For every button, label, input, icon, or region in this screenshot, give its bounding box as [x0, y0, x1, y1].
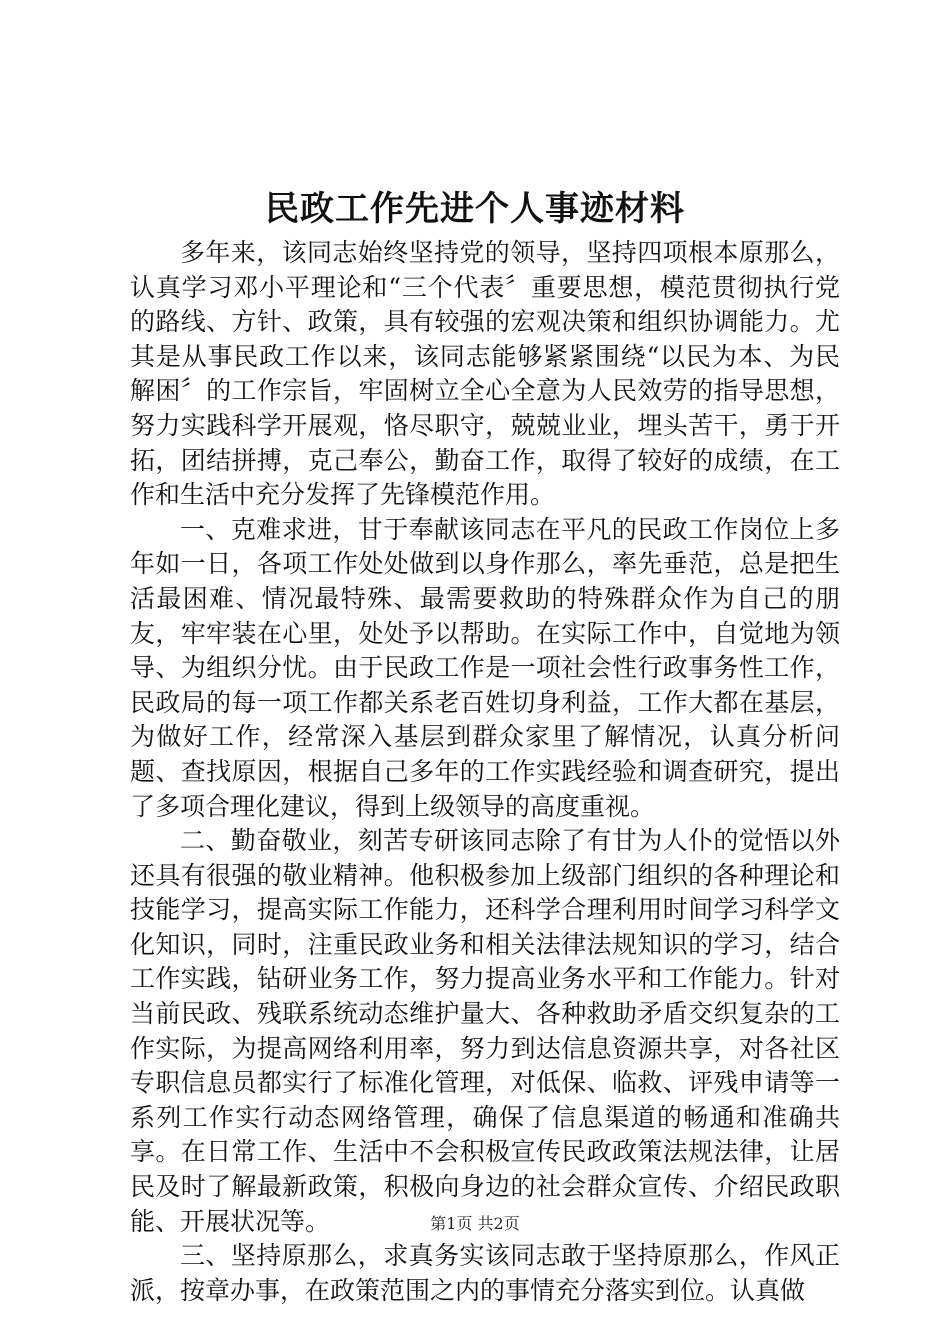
paragraph-intro: 多年来，该同志始终坚持党的领导，坚持四项根本原那么，认真学习邓小平理论和“三个代表〞重要思想，模范贯彻执行党的路线、方针、政策，具有较强的宏观决策和组织协调能力。尤其是从事民政工作以来，该同志能够紧紧围绕“以民为本、为民解困〞的工作宗旨，牢固树立全心全意为人民效劳的指导思想，努力实践科学开展观，恪尽职守，兢兢业业，埋头苦干，勇于开拓，团结拼搏，克己奉公，勤奋工作，取得了较好的成绩，在工作和生活中充分发挥了先锋模范作用。: [130, 238, 840, 510]
paragraph-section-2: 二、勤奋敬业，刻苦专研该同志除了有甘为人仆的觉悟以外还具有很强的敬业精神。他积极参加上级部门组织的各种理论和技能学习，提高实际工作能力，还科学合理利用时间学习科学文化知识，同时，注重民政业务和相关法律法规知识的学习，结合工作实践，钻研业务工作，努力提高业务水平和工作能力。针对当前民政、残联系统动态维护量大、各种救助矛盾交织复杂的工作实际，为提高网络利用率，努力到达信息资源共享，对各社区专职信息员都实行了标准化管理，对低保、临救、评残申请等一系列工作实行动态网络管理，确保了信息渠道的畅通和准确共享。在日常工作、生活中不会积极宣传民政政策法规法律，让居民及时了解最新政策，积极向身边的社会群众宣传、介绍民政职能、开展状况等。: [130, 826, 840, 1236]
document-title: 民政工作先进个人事迹材料: [265, 189, 685, 229]
paragraph-section-3: 三、坚持原那么，求真务实该同志敢于坚持原那么，作风正派，按章办事，在政策范围之内的事情充分落实到位。认真做: [130, 1241, 840, 1305]
document-body: [130, 236, 840, 1308]
page-number-footer: 第1页 共2页: [430, 1214, 520, 1233]
paragraph-section-1: 一、克难求进，甘于奉献该同志在平凡的民政工作岗位上多年如一日，各项工作处处做到以身作那么，率先垂范，总是把生活最困难、情况最特殊、最需要救助的特殊群众作为自己的朋友，牢牢装在心里，处处予以帮助。在实际工作中，自觉地为领导、为组织分忧。由于民政工作是一项社会性行政事务性工作，民政局的每一项工作都关系老百姓切身利益，工作大都在基层，为做好工作，经常深入基层到群众家里了解情况，认真分析问题、查找原因，根据自己多年的工作实践经验和调查研究，提出了多项合理化建议，得到上级领导的高度重视。: [130, 514, 840, 821]
